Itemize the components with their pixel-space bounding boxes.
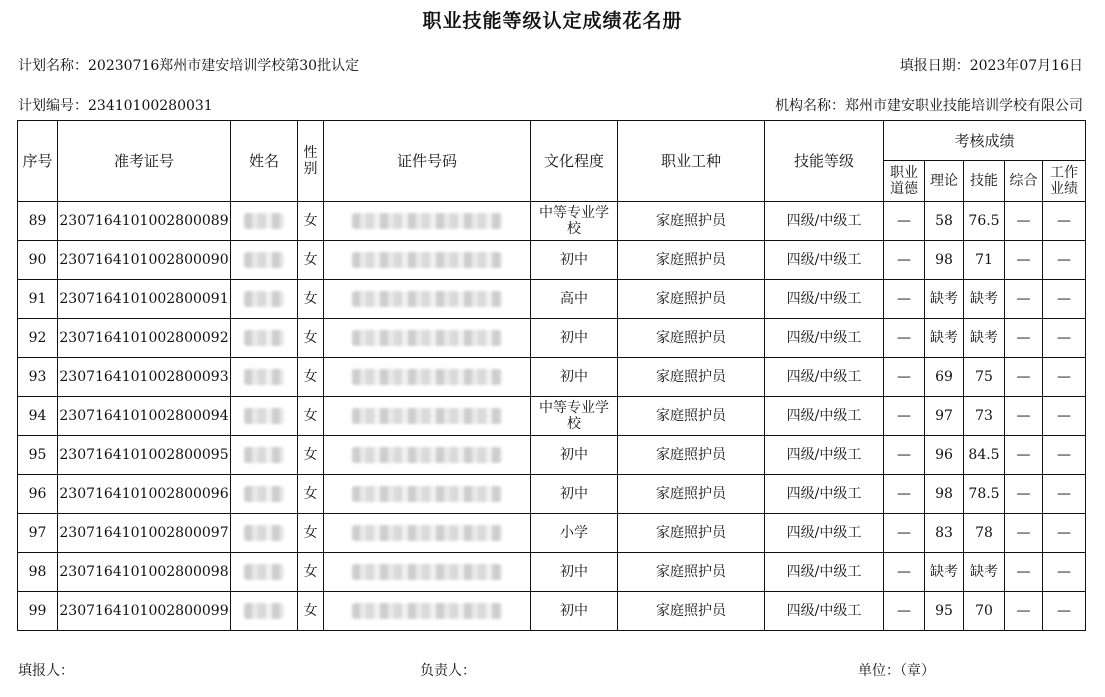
redacted-id-mask bbox=[352, 525, 502, 541]
education-line1: 初中 bbox=[560, 330, 588, 346]
cell-id-redacted bbox=[324, 280, 531, 319]
table-row bbox=[18, 475, 1086, 514]
cell-work: — bbox=[1043, 280, 1086, 319]
cell-level: 四级/中级工 bbox=[765, 553, 884, 592]
cell-overall: — bbox=[1005, 514, 1043, 553]
cell-exam-no: 2307164101002800097 bbox=[58, 514, 231, 553]
cell-theory: 58 bbox=[925, 202, 964, 241]
education-line1: 初中 bbox=[560, 447, 588, 463]
cell-occupation: 家庭照护员 bbox=[618, 592, 765, 631]
footer-responsible: 负责人： bbox=[420, 663, 476, 679]
redacted-id-mask bbox=[352, 408, 502, 424]
cell-gender: 女 bbox=[298, 436, 324, 475]
redacted-name-mask bbox=[244, 330, 284, 346]
cell-seq: 93 bbox=[18, 358, 58, 397]
cell-seq: 94 bbox=[18, 397, 58, 436]
redacted-id-mask bbox=[352, 369, 502, 385]
cell-theory: 95 bbox=[925, 592, 964, 631]
cell-work: — bbox=[1043, 358, 1086, 397]
education-line2: 校 bbox=[567, 416, 581, 432]
cell-theory: 98 bbox=[925, 241, 964, 280]
cell-skill: 缺考 bbox=[964, 553, 1005, 592]
cell-exam-no: 2307164101002800090 bbox=[58, 241, 231, 280]
cell-work: — bbox=[1043, 475, 1086, 514]
header-name: 姓名 bbox=[231, 121, 298, 202]
cell-occupation: 家庭照护员 bbox=[618, 358, 765, 397]
cell-gender: 女 bbox=[298, 553, 324, 592]
cell-ethics: — bbox=[884, 358, 925, 397]
cell-occupation: 家庭照护员 bbox=[618, 202, 765, 241]
cell-education bbox=[531, 475, 618, 514]
cell-occupation: 家庭照护员 bbox=[618, 241, 765, 280]
cell-theory: 97 bbox=[925, 397, 964, 436]
cell-name-redacted bbox=[231, 475, 298, 514]
cell-theory: 缺考 bbox=[925, 319, 964, 358]
cell-id-redacted bbox=[324, 475, 531, 514]
table-row bbox=[18, 553, 1086, 592]
cell-skill: 73 bbox=[964, 397, 1005, 436]
education-line1: 初中 bbox=[560, 564, 588, 580]
header-ethics bbox=[884, 161, 925, 202]
cell-education bbox=[531, 553, 618, 592]
education-line1: 高中 bbox=[560, 291, 588, 307]
education-line1: 初中 bbox=[560, 486, 588, 502]
table-row bbox=[18, 436, 1086, 475]
cell-occupation: 家庭照护员 bbox=[618, 280, 765, 319]
organization-label: 机构名称： bbox=[775, 98, 845, 114]
cell-name-redacted bbox=[231, 436, 298, 475]
redacted-id-mask bbox=[352, 564, 502, 580]
cell-occupation: 家庭照护员 bbox=[618, 319, 765, 358]
redacted-id-mask bbox=[352, 603, 502, 619]
cell-seq: 96 bbox=[18, 475, 58, 514]
footer-unit: 单位：（章） bbox=[858, 663, 935, 679]
cell-gender: 女 bbox=[298, 475, 324, 514]
redacted-name-mask bbox=[244, 252, 284, 268]
page-title: 职业技能等级认定成绩花名册 bbox=[422, 10, 683, 32]
redacted-id-mask bbox=[352, 291, 502, 307]
table-row bbox=[18, 358, 1086, 397]
fill-date-label: 填报日期： bbox=[899, 58, 970, 74]
cell-seq: 98 bbox=[18, 553, 58, 592]
cell-skill: 78 bbox=[964, 514, 1005, 553]
education-line1: 小学 bbox=[560, 525, 588, 541]
plan-name bbox=[18, 55, 359, 75]
cell-name-redacted bbox=[231, 319, 298, 358]
cell-exam-no: 2307164101002800099 bbox=[58, 592, 231, 631]
cell-id-redacted bbox=[324, 358, 531, 397]
header-scores: 考核成绩 bbox=[884, 121, 1086, 161]
cell-overall: — bbox=[1005, 475, 1043, 514]
cell-seq: 89 bbox=[18, 202, 58, 241]
cell-skill: 78.5 bbox=[964, 475, 1005, 514]
cell-education bbox=[531, 358, 618, 397]
cell-id-redacted bbox=[324, 241, 531, 280]
cell-exam-no: 2307164101002800095 bbox=[58, 436, 231, 475]
redacted-name-mask bbox=[244, 213, 284, 229]
plan-name-value: 20230716郑州市建安培训学校第30批认定 bbox=[88, 58, 360, 74]
cell-level: 四级/中级工 bbox=[765, 514, 884, 553]
cell-id-redacted bbox=[324, 436, 531, 475]
cell-seq: 97 bbox=[18, 514, 58, 553]
redacted-name-mask bbox=[244, 447, 284, 463]
table-row bbox=[18, 592, 1086, 631]
cell-level: 四级/中级工 bbox=[765, 436, 884, 475]
cell-theory: 缺考 bbox=[925, 280, 964, 319]
cell-work: — bbox=[1043, 592, 1086, 631]
redacted-name-mask bbox=[244, 369, 284, 385]
cell-overall: — bbox=[1005, 358, 1043, 397]
organization bbox=[775, 95, 1083, 115]
cell-education bbox=[531, 397, 618, 436]
education-line1: 初中 bbox=[560, 252, 588, 268]
redacted-id-mask bbox=[352, 330, 502, 346]
plan-name-label: 计划名称： bbox=[18, 58, 88, 74]
cell-overall: — bbox=[1005, 241, 1043, 280]
cell-exam-no: 2307164101002800096 bbox=[58, 475, 231, 514]
cell-work: — bbox=[1043, 241, 1086, 280]
score-roster-table bbox=[17, 120, 1086, 631]
cell-occupation: 家庭照护员 bbox=[618, 436, 765, 475]
education-line1: 初中 bbox=[560, 369, 588, 385]
education-line2: 校 bbox=[567, 221, 581, 237]
cell-skill: 75 bbox=[964, 358, 1005, 397]
redacted-id-mask bbox=[352, 213, 502, 229]
cell-level: 四级/中级工 bbox=[765, 592, 884, 631]
cell-work: — bbox=[1043, 436, 1086, 475]
header-work bbox=[1043, 161, 1086, 202]
cell-id-redacted bbox=[324, 319, 531, 358]
table-row bbox=[18, 202, 1086, 241]
cell-ethics: — bbox=[884, 475, 925, 514]
cell-occupation: 家庭照护员 bbox=[618, 475, 765, 514]
cell-ethics: — bbox=[884, 514, 925, 553]
redacted-id-mask bbox=[352, 447, 502, 463]
cell-id-redacted bbox=[324, 202, 531, 241]
cell-name-redacted bbox=[231, 358, 298, 397]
organization-value: 郑州市建安职业技能培训学校有限公司 bbox=[845, 98, 1083, 114]
cell-name-redacted bbox=[231, 397, 298, 436]
header-occupation: 职业工种 bbox=[618, 121, 765, 202]
cell-ethics: — bbox=[884, 280, 925, 319]
cell-skill: 71 bbox=[964, 241, 1005, 280]
cell-occupation: 家庭照护员 bbox=[618, 514, 765, 553]
cell-theory: 96 bbox=[925, 436, 964, 475]
table-row bbox=[18, 514, 1086, 553]
cell-exam-no: 2307164101002800092 bbox=[58, 319, 231, 358]
header-exam-no: 准考证号 bbox=[58, 121, 231, 202]
cell-ethics: — bbox=[884, 553, 925, 592]
cell-name-redacted bbox=[231, 514, 298, 553]
cell-theory: 83 bbox=[925, 514, 964, 553]
cell-id-redacted bbox=[324, 514, 531, 553]
cell-name-redacted bbox=[231, 592, 298, 631]
fill-date-value: 2023年07月16日 bbox=[969, 58, 1083, 74]
cell-exam-no: 2307164101002800093 bbox=[58, 358, 231, 397]
table-row bbox=[18, 397, 1086, 436]
cell-education bbox=[531, 280, 618, 319]
redacted-id-mask bbox=[352, 252, 502, 268]
cell-education bbox=[531, 319, 618, 358]
cell-level: 四级/中级工 bbox=[765, 241, 884, 280]
cell-ethics: — bbox=[884, 319, 925, 358]
cell-level: 四级/中级工 bbox=[765, 358, 884, 397]
header-skill: 技能 bbox=[964, 161, 1005, 202]
cell-education bbox=[531, 592, 618, 631]
redacted-id-mask bbox=[352, 486, 502, 502]
cell-level: 四级/中级工 bbox=[765, 280, 884, 319]
cell-name-redacted bbox=[231, 241, 298, 280]
cell-id-redacted bbox=[324, 397, 531, 436]
cell-work: — bbox=[1043, 514, 1086, 553]
cell-skill: 84.5 bbox=[964, 436, 1005, 475]
cell-name-redacted bbox=[231, 202, 298, 241]
cell-education bbox=[531, 436, 618, 475]
cell-overall: — bbox=[1005, 436, 1043, 475]
cell-seq: 90 bbox=[18, 241, 58, 280]
cell-theory: 98 bbox=[925, 475, 964, 514]
footer-filler: 填报人： bbox=[18, 663, 74, 679]
cell-exam-no: 2307164101002800089 bbox=[58, 202, 231, 241]
cell-theory: 69 bbox=[925, 358, 964, 397]
cell-gender: 女 bbox=[298, 514, 324, 553]
table-row bbox=[18, 280, 1086, 319]
cell-work: — bbox=[1043, 553, 1086, 592]
cell-theory: 缺考 bbox=[925, 553, 964, 592]
education-line1: 中等专业学 bbox=[539, 400, 609, 416]
header-seq: 序号 bbox=[18, 121, 58, 202]
cell-gender: 女 bbox=[298, 280, 324, 319]
header-gender-line2: 别 bbox=[303, 161, 318, 177]
header-gender-line1: 性 bbox=[303, 145, 318, 161]
cell-gender: 女 bbox=[298, 358, 324, 397]
cell-work: — bbox=[1043, 319, 1086, 358]
header-skill-level: 技能等级 bbox=[765, 121, 884, 202]
cell-exam-no: 2307164101002800094 bbox=[58, 397, 231, 436]
cell-exam-no: 2307164101002800091 bbox=[58, 280, 231, 319]
cell-seq: 99 bbox=[18, 592, 58, 631]
cell-education bbox=[531, 514, 618, 553]
cell-name-redacted bbox=[231, 280, 298, 319]
cell-id-redacted bbox=[324, 592, 531, 631]
header-ethics-line2: 道德 bbox=[890, 181, 918, 197]
redacted-name-mask bbox=[244, 408, 284, 424]
header-theory: 理论 bbox=[925, 161, 964, 202]
cell-skill: 缺考 bbox=[964, 280, 1005, 319]
redacted-name-mask bbox=[244, 564, 284, 580]
cell-level: 四级/中级工 bbox=[765, 202, 884, 241]
cell-overall: — bbox=[1005, 592, 1043, 631]
cell-level: 四级/中级工 bbox=[765, 319, 884, 358]
table-row bbox=[18, 319, 1086, 358]
cell-gender: 女 bbox=[298, 397, 324, 436]
cell-level: 四级/中级工 bbox=[765, 475, 884, 514]
header-ethics-line1: 职业 bbox=[890, 165, 918, 181]
cell-seq: 95 bbox=[18, 436, 58, 475]
cell-skill: 缺考 bbox=[964, 319, 1005, 358]
cell-gender: 女 bbox=[298, 319, 324, 358]
plan-number-value: 23410100280031 bbox=[88, 98, 213, 114]
cell-overall: — bbox=[1005, 280, 1043, 319]
redacted-name-mask bbox=[244, 486, 284, 502]
cell-gender: 女 bbox=[298, 592, 324, 631]
header-education: 文化程度 bbox=[531, 121, 618, 202]
header-work-line1: 工作 bbox=[1050, 165, 1078, 181]
cell-education bbox=[531, 202, 618, 241]
header-work-line2: 业绩 bbox=[1050, 181, 1078, 197]
cell-overall: — bbox=[1005, 553, 1043, 592]
redacted-name-mask bbox=[244, 525, 284, 541]
cell-skill: 70 bbox=[964, 592, 1005, 631]
cell-work: — bbox=[1043, 202, 1086, 241]
cell-overall: — bbox=[1005, 397, 1043, 436]
cell-gender: 女 bbox=[298, 202, 324, 241]
cell-ethics: — bbox=[884, 241, 925, 280]
cell-gender: 女 bbox=[298, 241, 324, 280]
cell-ethics: — bbox=[884, 202, 925, 241]
cell-seq: 92 bbox=[18, 319, 58, 358]
education-line1: 中等专业学 bbox=[539, 205, 609, 221]
redacted-name-mask bbox=[244, 291, 284, 307]
cell-ethics: — bbox=[884, 592, 925, 631]
redacted-name-mask bbox=[244, 603, 284, 619]
cell-skill: 76.5 bbox=[964, 202, 1005, 241]
cell-overall: — bbox=[1005, 202, 1043, 241]
header-id-no: 证件号码 bbox=[324, 121, 531, 202]
cell-name-redacted bbox=[231, 553, 298, 592]
table-row bbox=[18, 241, 1086, 280]
cell-level: 四级/中级工 bbox=[765, 397, 884, 436]
plan-number bbox=[18, 95, 213, 115]
cell-occupation: 家庭照护员 bbox=[618, 553, 765, 592]
header-overall: 综合 bbox=[1005, 161, 1043, 202]
header-gender bbox=[298, 121, 324, 202]
cell-work: — bbox=[1043, 397, 1086, 436]
cell-id-redacted bbox=[324, 553, 531, 592]
cell-education bbox=[531, 241, 618, 280]
cell-ethics: — bbox=[884, 436, 925, 475]
education-line1: 初中 bbox=[560, 603, 588, 619]
cell-exam-no: 2307164101002800098 bbox=[58, 553, 231, 592]
plan-number-label: 计划编号： bbox=[18, 98, 88, 114]
cell-seq: 91 bbox=[18, 280, 58, 319]
cell-ethics: — bbox=[884, 397, 925, 436]
cell-occupation: 家庭照护员 bbox=[618, 397, 765, 436]
fill-date bbox=[900, 55, 1083, 75]
cell-overall: — bbox=[1005, 319, 1043, 358]
